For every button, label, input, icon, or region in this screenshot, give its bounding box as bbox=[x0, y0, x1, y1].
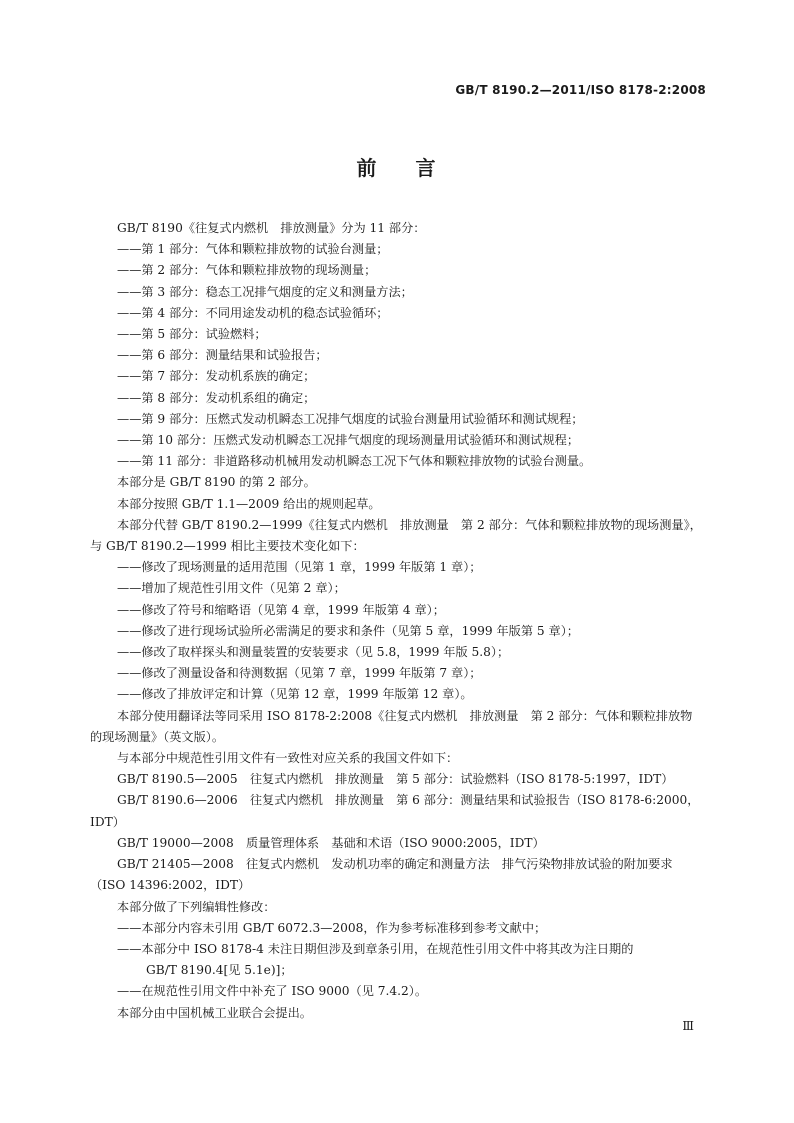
paragraph: GB/T 21405—2008 往复式内燃机 发动机功率的确定和测量方法 排气污染物排放试验的附加要求（ISO 14396:2002，IDT） bbox=[90, 857, 673, 893]
paragraph: ——修改了排放评定和计算（见第 12 章，1999 年版第 12 章）。 bbox=[117, 687, 473, 702]
paragraph: ——在规范性引用文件中补充了 ISO 9000（见 7.4.2）。 bbox=[117, 984, 428, 999]
page-number: Ⅲ bbox=[682, 1019, 694, 1033]
paragraph: ——第 7 部分：发动机系族的确定； bbox=[117, 369, 316, 384]
paragraph: ——修改了测量设备和待测数据（见第 7 章，1999 年版第 7 章）； bbox=[117, 666, 482, 681]
paragraph: GB/T 8190.5—2005 往复式内燃机 排放测量 第 5 部分：试验燃料（ISO 8178-5:1997，IDT） bbox=[117, 772, 674, 787]
paragraph: 本部分做了下列编辑性修改： bbox=[117, 899, 276, 914]
paragraph: ——第 2 部分：气体和颗粒排放物的现场测量； bbox=[117, 263, 377, 278]
paragraph: 与本部分中规范性引用文件有一致性对应关系的我国文件如下： bbox=[117, 751, 459, 766]
paragraph: GB/T 8190.4[见 5.1e)]； bbox=[146, 963, 293, 978]
foreword-body bbox=[90, 218, 704, 1024]
paragraph: GB/T 19000—2008 质量管理体系 基础和术语（ISO 9000:2005，IDT） bbox=[117, 835, 545, 850]
paragraph: ——第 4 部分：不同用途发动机的稳态试验循环； bbox=[117, 305, 389, 320]
paragraph: ——修改了现场测量的适用范围（见第 1 章，1999 年版第 1 章）； bbox=[117, 560, 482, 575]
paragraph: ——第 8 部分：发动机系组的确定； bbox=[117, 390, 316, 405]
paragraph: 本部分按照 GB/T 1.1—2009 给出的规则起草。 bbox=[117, 496, 381, 511]
paragraph: ——第 3 部分：稳态工况排气烟度的定义和测量方法； bbox=[117, 284, 413, 299]
paragraph: ——本部分中 ISO 8178-4 未注日期但涉及到章条引用，在规范性引用文件中将其改为注日期的 bbox=[117, 941, 634, 956]
paragraph: ——第 10 部分：压燃式发动机瞬态工况排气烟度的现场测量用试验循环和测试规程； bbox=[117, 433, 580, 448]
paragraph: ——第 5 部分：试验燃料； bbox=[117, 327, 267, 342]
paragraph: GB/T 8190《往复式内燃机 排放测量》分为 11 部分： bbox=[117, 221, 426, 235]
paragraph: ——本部分内容未引用 GB/T 6072.3—2008，作为参考标准移到参考文献中； bbox=[117, 920, 547, 935]
standard-number-header: GB/T 8190.2—2011/ISO 8178-2:2008 bbox=[455, 83, 706, 97]
page-title: 前 言 bbox=[356, 156, 438, 180]
paragraph: ——第 11 部分：非道路移动机械用发动机瞬态工况下气体和颗粒排放物的试验台测量。 bbox=[117, 454, 592, 469]
paragraph: ——修改了进行现场试验所必需满足的要求和条件（见第 5 章，1999 年版第 5 章）； bbox=[117, 623, 579, 638]
paragraph: 本部分代替 GB/T 8190.2—1999《往复式内燃机 排放测量 第 2 部分：气体和颗粒排放物的现场测量》，与 GB/T 8190.2—1999 相比主要技术变化如下： bbox=[90, 517, 702, 554]
paragraph: ——增加了规范性引用文件（见第 2 章）； bbox=[117, 581, 346, 596]
paragraph: 本部分是 GB/T 8190 的第 2 部分。 bbox=[117, 475, 316, 490]
paragraph: ——第 1 部分：气体和颗粒排放物的试验台测量； bbox=[117, 242, 389, 257]
paragraph: ——第 6 部分：测量结果和试验报告； bbox=[117, 348, 328, 363]
paragraph: GB/T 8190.6—2006 往复式内燃机 排放测量 第 6 部分：测量结果和试验报告（ISO 8178-6:2000，IDT） bbox=[90, 793, 700, 829]
paragraph: 本部分使用翻译法等同采用 ISO 8178-2:2008《往复式内燃机 排放测量 第 2 部分：气体和颗粒排放物的现场测量》（英文版）。 bbox=[90, 708, 693, 744]
paragraph: ——修改了取样探头和测量装置的安装要求（见 5.8，1999 年版 5.8）； bbox=[117, 645, 510, 660]
paragraph: 本部分由中国机械工业联合会提出。 bbox=[117, 1005, 312, 1020]
paragraph: ——第 9 部分：压燃式发动机瞬态工况排气烟度的试验台测量用试验循环和测试规程； bbox=[117, 411, 584, 426]
paragraph: ——修改了符号和缩略语（见第 4 章，1999 年版第 4 章）； bbox=[117, 602, 445, 617]
